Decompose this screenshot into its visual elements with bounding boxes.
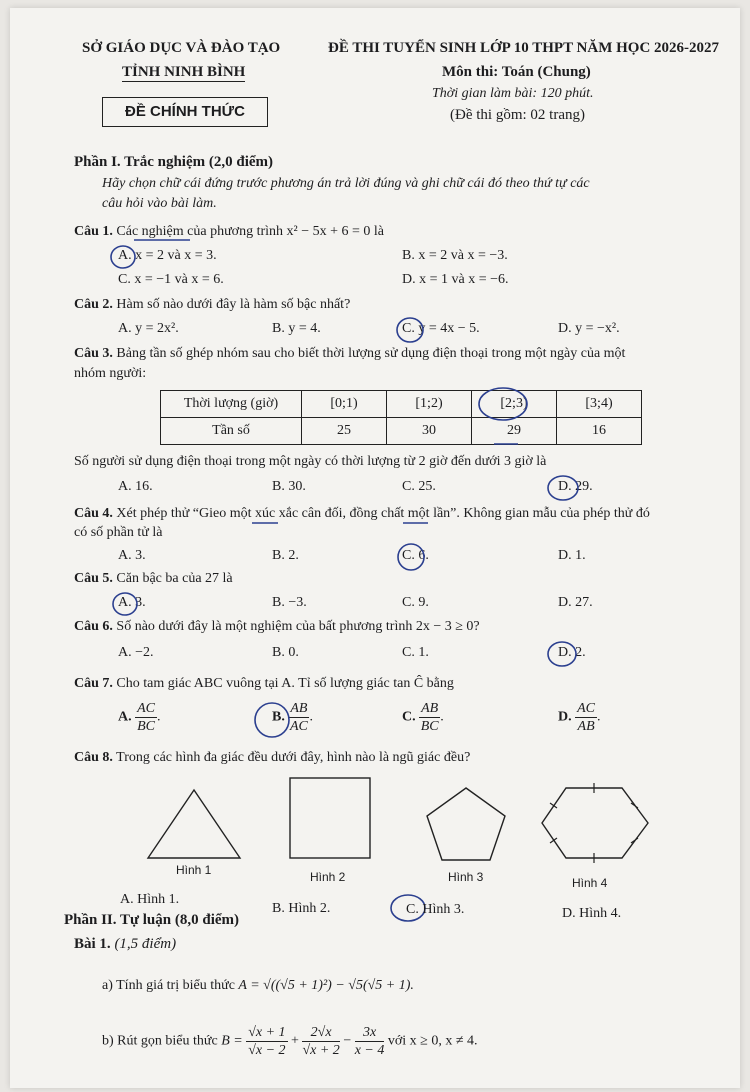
bai1-b-lhs: B =	[221, 1033, 243, 1049]
exam-paper	[10, 8, 740, 1088]
q7-option-c: C. $\frac{AB}{BC}$ .	[402, 701, 444, 734]
q7-option-b: B. $\frac{AB}{AC}$ .	[272, 701, 313, 734]
table-header-cell: [1;2)	[387, 391, 472, 418]
q2-label: Câu 2.	[74, 297, 113, 312]
table-cell: 16	[557, 418, 642, 445]
fraction-den: BC	[137, 719, 156, 734]
square-shape	[290, 778, 370, 858]
q4-option-b: B. 2.	[272, 548, 299, 563]
q1-stem	[74, 224, 384, 240]
bai1-a-expression: A = √((√5 + 1)²) − √5(√5 + 1).	[238, 978, 414, 993]
q4-option-c: C. 6.	[402, 548, 429, 563]
q4-label: Câu 4.	[74, 506, 113, 521]
q5-option-c: C. 9.	[402, 595, 429, 610]
table-cell: Tần số	[161, 418, 302, 445]
q4-option-a: A. 3.	[118, 548, 146, 563]
table-header-cell: [0;1)	[302, 391, 387, 418]
q6-option-d: D. 2.	[558, 645, 586, 660]
q6-label: Câu 6.	[74, 619, 113, 634]
pentagon-shape	[427, 788, 505, 860]
q3-option-b: B. 30.	[272, 479, 306, 494]
table-header-cell: [2;3)	[472, 391, 557, 418]
q1-option-a: A. x = 2 và x = 3.	[118, 248, 217, 263]
q7-option-d: D. $\frac{AC}{AB}$ .	[558, 701, 601, 734]
q2-option-d: D. y = −x².	[558, 321, 620, 336]
table-cell: 30	[387, 418, 472, 445]
fraction-num: 2√x	[302, 1024, 339, 1042]
q8-option-b: B. Hình 2.	[272, 901, 331, 916]
part2-title: Phần II. Tự luận (8,0 điểm)	[64, 912, 240, 928]
fraction-num: AC	[577, 701, 596, 716]
q3-text-1: Bảng tần số ghép nhóm sau cho biết thời lượng sử dụng điện thoại trong một ngày của một	[116, 346, 626, 361]
figure-caption-4: Hình 4	[572, 876, 608, 890]
q7-a-letter: A.	[118, 709, 132, 725]
exam-title: ĐỀ THI TUYỂN SINH LỚP 10 THPT NĂM HỌC 2026-2027	[328, 40, 720, 56]
figure-caption-2: Hình 2	[310, 870, 346, 884]
q8-option-d: D. Hình 4.	[562, 906, 622, 921]
fraction	[135, 700, 157, 735]
q8-stem	[74, 750, 470, 766]
q3-stem-1	[74, 346, 625, 362]
q2-option-a: A. y = 2x².	[118, 321, 179, 336]
q7-option-a: A. $\frac{AC}{BC}$ .	[118, 701, 161, 734]
q2-option-b: B. y = 4.	[272, 321, 321, 336]
bai1-a-text: a) Tính giá trị biểu thức	[102, 978, 235, 993]
q8-option-c: C. Hình 3.	[406, 902, 465, 917]
figure-caption-1: Hình 1	[176, 863, 212, 877]
q1-label: Câu 1.	[74, 224, 113, 239]
bai1-a	[102, 978, 414, 994]
q4-option-d: D. 1.	[558, 548, 586, 563]
q1-option-d: D. x = 1 và x = −6.	[402, 272, 509, 287]
dept-line2: TỈNH NINH BÌNH	[122, 64, 246, 80]
table-row	[161, 391, 642, 418]
part1-instruction-2: câu hỏi vào bài làm.	[102, 196, 217, 211]
fraction-num: 3x	[355, 1024, 385, 1042]
q5-option-b: B. −3.	[272, 595, 307, 610]
q8-label: Câu 8.	[74, 750, 113, 765]
q5-option-a: A. 3.	[118, 595, 146, 610]
fraction	[302, 1024, 339, 1059]
table-header-cell: [3;4)	[557, 391, 642, 418]
table-cell: 29	[472, 418, 557, 445]
q4-stem-1	[74, 506, 650, 522]
bai1-b: b) Rút gọn biểu thức B = $\frac{√x + 1}{√x - 2}$ + $\frac{2√x}{√x + 2}$ − $\frac{3x}{x - 4}$ với x ≥ 0, x ≠ 4.	[102, 1025, 478, 1058]
triangle-shape	[148, 790, 240, 858]
frequency-table	[160, 390, 642, 445]
q7-label: Câu 7.	[74, 676, 113, 691]
fraction-den: √x − 2	[248, 1043, 286, 1058]
q7-d-letter: D.	[558, 709, 572, 725]
q3-stem-2: nhóm người:	[74, 366, 147, 381]
q6-option-a: A. −2.	[118, 645, 154, 660]
q2-text: Hàm số nào dưới đây là hàm số bậc nhất?	[116, 297, 351, 312]
exam-duration: Thời gian làm bài: 120 phút.	[432, 86, 594, 101]
q5-text: Căn bậc ba của 27 là	[116, 571, 233, 586]
fraction	[246, 1024, 287, 1059]
table-row	[161, 418, 642, 445]
fraction-den: AB	[577, 719, 595, 734]
q1-option-c: C. x = −1 và x = 6.	[118, 272, 224, 287]
bai1-b-condition: với x ≥ 0, x ≠ 4.	[387, 1033, 478, 1049]
q5-label: Câu 5.	[74, 571, 113, 586]
bai1-label: Bài 1.	[74, 936, 111, 952]
fraction-num: √x + 1	[248, 1025, 286, 1040]
hexagon-shape	[542, 788, 648, 858]
dept-line1: SỞ GIÁO DỤC VÀ ĐÀO TẠO	[82, 40, 281, 56]
q4-text-1: Xét phép thử “Gieo một xúc xắc cân đối, đồng chất một lần”. Không gian mẫu của phép thử đó	[116, 506, 650, 521]
q7-text: Cho tam giác ABC vuông tại A. Tỉ số lượng giác tan Ĉ bằng	[116, 676, 454, 691]
q3-option-a: A. 16.	[118, 479, 153, 494]
q5-stem	[74, 571, 233, 587]
q8-text: Trong các hình đa giác đều dưới đây, hình nào là ngũ giác đều?	[116, 750, 471, 765]
bai1-heading	[74, 936, 176, 953]
q6-option-b: B. 0.	[272, 645, 299, 660]
table-cell: 25	[302, 418, 387, 445]
bai1-b-text: b) Rút gọn biểu thức	[102, 1033, 218, 1049]
fraction	[355, 1024, 385, 1059]
fraction-num: AB	[421, 701, 439, 716]
q3-option-c: C. 25.	[402, 479, 436, 494]
q1-text: Các nghiệm của phương trình x² − 5x + 6 = 0 là	[116, 224, 385, 239]
q7-b-letter: B.	[272, 709, 285, 725]
fraction-den: √x + 2	[302, 1043, 340, 1058]
fraction-den: AC	[289, 719, 308, 734]
q6-option-c: C. 1.	[402, 645, 429, 660]
official-label: ĐỀ CHÍNH THỨC	[102, 97, 268, 127]
q1-option-b: B. x = 2 và x = −3.	[402, 248, 508, 263]
figure-caption-3: Hình 3	[448, 870, 484, 884]
q3-question: Số người sử dụng điện thoại trong một ngày có thời lượng từ 2 giờ đến dưới 3 giờ là	[74, 454, 547, 469]
q4-stem-2: có số phần tử là	[74, 525, 163, 540]
fraction	[575, 700, 597, 735]
q8-option-a: A. Hình 1.	[120, 892, 180, 907]
q7-c-letter: C.	[402, 709, 416, 725]
q3-option-d: D. 29.	[558, 479, 593, 494]
bai1-points: (1,5 điểm)	[114, 936, 177, 952]
table-header-cell: Thời lượng (giờ)	[161, 391, 302, 418]
part1-title: Phần I. Trắc nghiệm (2,0 điểm)	[74, 154, 274, 170]
fraction	[419, 700, 440, 735]
q7-stem	[74, 676, 454, 692]
q2-stem	[74, 297, 350, 313]
q3-label: Câu 3.	[74, 346, 113, 361]
fraction	[288, 700, 309, 735]
exam-subject: Môn thi: Toán (Chung)	[442, 64, 591, 80]
fraction-num: AC	[137, 701, 156, 716]
fraction-num: AB	[290, 701, 308, 716]
q2-option-c: C. y = 4x − 5.	[402, 321, 480, 336]
hexagon-tick-marks	[550, 783, 638, 863]
fraction-den: BC	[420, 719, 439, 734]
part1-instruction-1: Hãy chọn chữ cái đứng trước phương án trả lời đúng và ghi chữ cái đó theo thứ tự các	[102, 176, 590, 191]
q5-option-d: D. 27.	[558, 595, 593, 610]
q6-stem	[74, 619, 480, 635]
fraction-den: x − 4	[354, 1043, 385, 1058]
exam-pages: (Đề thi gồm: 02 trang)	[450, 107, 585, 123]
q6-text: Số nào dưới đây là một nghiệm của bất phương trình 2x − 3 ≥ 0?	[116, 619, 480, 634]
